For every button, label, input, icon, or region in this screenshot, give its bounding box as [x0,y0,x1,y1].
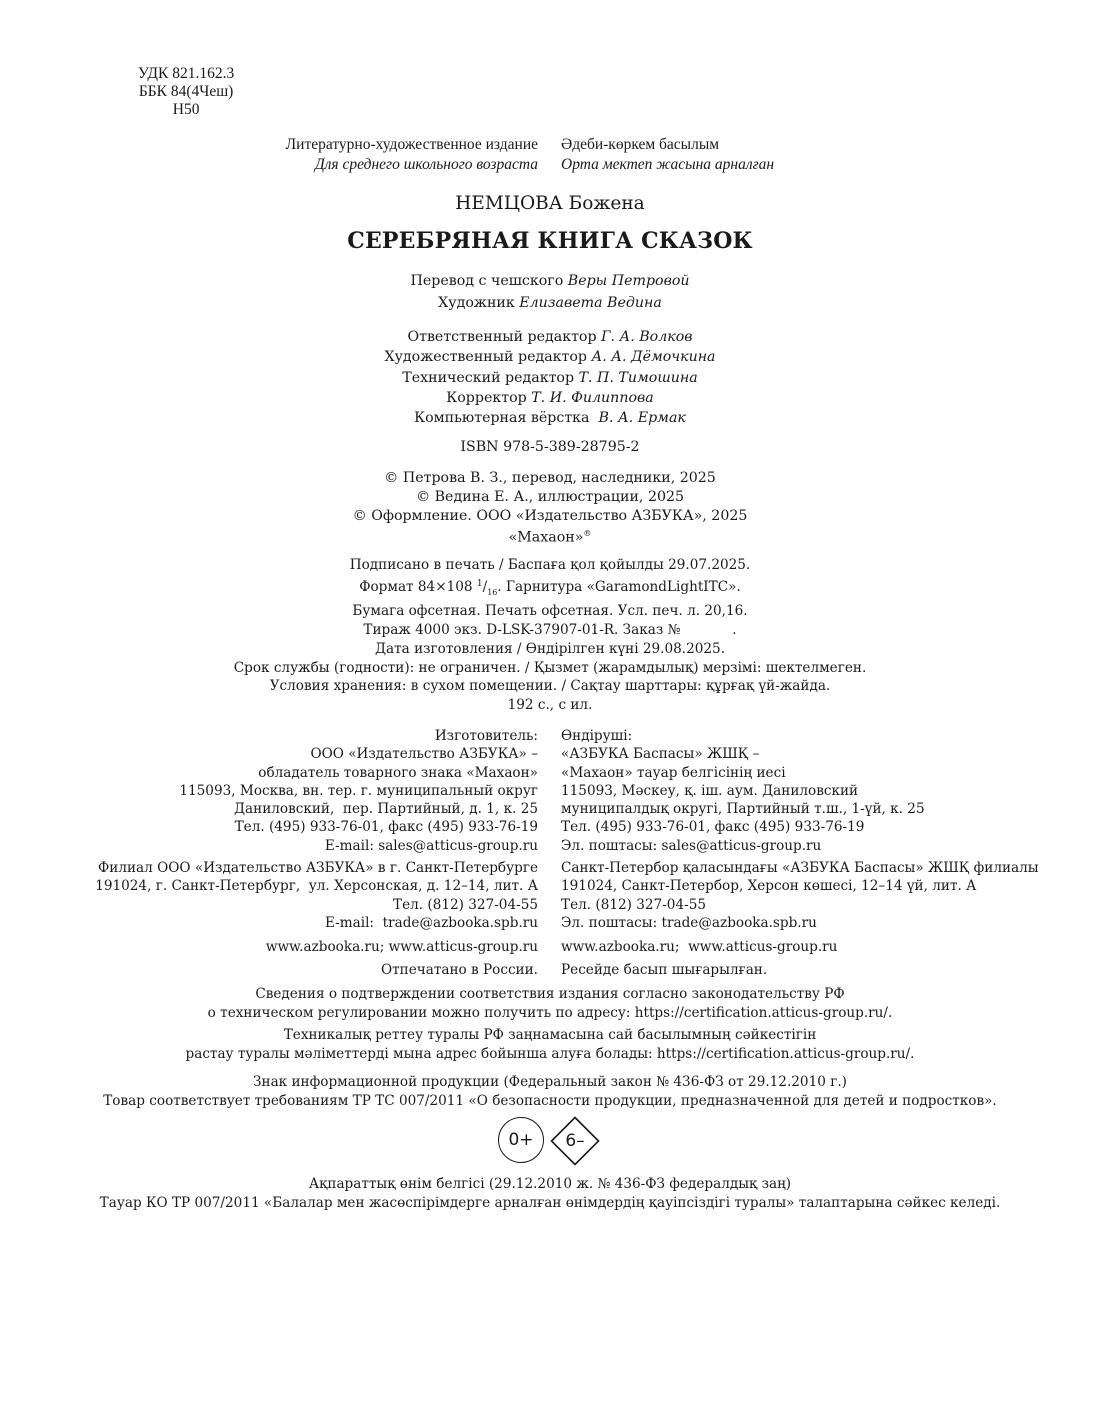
editor-line [0,368,1100,388]
format-line [0,575,1100,603]
certification-ru-line: Сведения о подтверждении соответствия издания согласно законодательству РФ [255,986,845,1002]
format-suffix: . Гарнитура «GaramondLightITC». [497,578,741,595]
copyright-line: © Ведина Е. А., иллюстрации, 2025 [415,488,685,505]
websites-kz[interactable]: www.azbooka.ru; www.atticus-group.ru [561,939,838,955]
format-prefix: Формат 84×108 [359,578,477,595]
editor-role: Корректор [446,389,532,406]
print-info [0,556,1100,696]
editor-role: Технический редактор [402,369,579,386]
branch-ru [95,859,538,932]
udk-code: УДК 821.162.3 [138,65,235,82]
manufacturer-ru-line: Даниловский, пер. Партийный, д. 1, к. 25 [233,801,538,818]
manufacturer-kz-line: «Махаон» тауар белгісінің иесі [561,764,786,781]
certification-kz-line: Техникалық реттеу туралы РФ заңнамасына сай басылымның сәйкестігін [283,1027,817,1043]
page-count: 192 с., с ил. [507,697,593,713]
translation-credit [0,271,1100,291]
age-group-ru: Для среднего школьного возраста [314,156,538,173]
printed-in-ru: Отпечатано в России. [380,962,538,978]
editor-role: Компьютерная вёрстка [414,410,599,427]
registered-mark: ® [583,529,592,539]
copyright-block [0,469,1100,548]
law-ru-line: Товар соответствует требованиям ТР ТС 007/2011 «О безопасности продукции, предназначенной для детей и подростков». [103,1092,997,1109]
format-fraction-slash: / [482,578,488,595]
artist-credit [0,293,1100,313]
copyright-line: © Петрова В. З., перевод, наследники, 2025 [384,470,716,486]
certification-ru-line: о техническом регулировании можно получить по адресу: https://certification.atticus-group.ru/. [207,1004,893,1021]
age-range-diamond-icon [550,1116,600,1166]
editor-name: Г. А. Волков [601,329,693,345]
copyright-line [0,525,1100,548]
translation-label: Перевод с чешского [410,273,568,289]
artist-name: Елизавета Ведина [519,295,662,311]
manufacturer-ru-line: обладатель товарного знака «Махаон» [258,764,538,781]
law-notice-kz [0,1175,1100,1212]
websites-ru[interactable]: www.azbooka.ru; www.atticus-group.ru [265,939,538,955]
edition-type-kz [561,135,774,175]
editors-list [0,327,1100,428]
age-range-label: 6– [565,1131,585,1151]
manufacturer-ru-line: 115093, Москва, вн. тер. г. муниципальный округ [179,782,538,799]
format-fraction-num: 1 [476,578,483,589]
branch-kz-line: Санкт-Петербор қаласындағы «АЗБУКА Баспасы» ЖШҚ филиалы [561,860,1039,876]
translator-name: Веры Петровой [567,273,690,289]
bbk-code: ББК 84(4Чеш) [138,83,234,100]
manufacturer-kz-line: «АЗБУКА Баспасы» ЖШҚ – [561,746,760,763]
branch-ru-line: Филиал ООО «Издательство АЗБУКА» в г. Санкт-Петербурге [98,860,538,876]
manufacturer-kz-email[interactable]: Эл. поштасы: sales@atticus-group.ru [561,837,822,854]
edition-type-kz-text: Әдеби-көркем басылым [561,136,720,153]
manufacturer-kz [561,727,925,855]
manufacturer-kz-line: Өндіруші: [561,728,633,744]
copyright-line: © Оформление. ООО «Издательство АЗБУКА», 2025 [352,507,748,524]
manufacturer-kz-line: 115093, Мәскеу, қ. іш. аум. Даниловский [561,782,859,799]
manufacturer-kz-line: Тел. (495) 933-76-01, факс (495) 933-76-19 [561,819,865,836]
certification-kz-line: растау туралы мәліметтерді мына адрес бойынша алуға болады: https://certification.atticus-group.ru/. [185,1045,915,1062]
branch-kz [561,859,1039,932]
editor-line [0,388,1100,408]
age-marks [498,1116,602,1166]
editor-role: Художественный редактор [384,349,592,366]
branch-kz-line: 191024, Санкт-Петербор, Херсон көшесі, 12–14 үй, лит. А [561,878,977,895]
shelf-life-line: Срок службы (годности): не ограничен. / Қызмет (жарамдылық) мерзімі: шектелмеген. [233,659,867,676]
print-run-line: Тираж 4000 экз. D-LSK-37907-01-R. Заказ № . [363,622,737,639]
certification-ru [0,985,1100,1022]
book-author: НЕМЦОВА Божена [455,193,645,214]
book-title: СЕРЕБРЯНАЯ КНИГА СКАЗОК [347,228,753,254]
classification-codes [138,65,234,119]
branch-kz-email[interactable]: Эл. поштасы: trade@azbooka.spb.ru [561,914,817,931]
law-notice-ru [0,1073,1100,1110]
age-rating-label: 0+ [508,1130,534,1150]
law-kz-line: Тауар КО ТР 007/2011 «Балалар мен жасөспірімдерге арналған өнімдердің қауіпсіздігі туралы» талаптарына сәйкес келеді. [99,1194,1001,1211]
manufacturer-ru [179,727,538,855]
manufacturer-ru-line: ООО «Издательство АЗБУКА» – [310,746,538,763]
printed-in-kz: Ресейде басып шығарылған. [561,962,768,978]
author-mark: Н50 [172,101,200,118]
branch-ru-line: Тел. (812) 327-04-55 [393,896,538,913]
edition-type-ru [286,135,538,175]
signed-to-print: Подписано в печать / Баспаға қол қойылды 29.07.2025. [349,557,751,573]
editor-name: А. А. Дёмочкина [591,349,716,366]
manufacturer-ru-email[interactable]: E-mail: sales@atticus-group.ru [324,837,538,854]
law-kz-line: Ақпараттық өнім белгісі (29.12.2010 ж. № 436-ФЗ федералдық заң) [308,1176,792,1192]
format-fraction-den: 16 [487,587,498,597]
editor-line [0,327,1100,347]
storage-line: Условия хранения: в сухом помещении. / Сақтау шарттары: құрғақ үй-жайда. [269,678,831,695]
manufacturer-kz-line: муниципалдық округі, Партийный т.ш., 1-үй, к. 25 [561,801,925,818]
manufacture-date-line: Дата изготовления / Өндірілген күні 29.08.2025. [374,640,726,657]
brand-name: «Махаон» [508,530,584,547]
branch-kz-line: Тел. (812) 327-04-55 [561,896,706,913]
branch-ru-email[interactable]: E-mail: trade@azbooka.spb.ru [324,914,538,931]
editor-name: В. А. Ермак [598,410,686,427]
law-ru-line: Знак информационной продукции (Федеральный закон № 436-ФЗ от 29.12.2010 г.) [253,1074,847,1090]
editor-line [0,408,1100,428]
credits [0,271,1100,313]
paper-line: Бумага офсетная. Печать офсетная. Усл. печ. л. 20,16. [352,603,748,620]
age-rating-circle-icon [498,1117,544,1163]
isbn: ISBN 978-5-389-28795-2 [460,439,640,455]
certification-kz [0,1026,1100,1063]
manufacturer-ru-line: Тел. (495) 933-76-01, факс (495) 933-76-19 [234,819,538,836]
edition-type-ru-text: Литературно-художественное издание [285,136,538,153]
editor-role: Ответственный редактор [407,329,602,345]
editor-line [0,347,1100,367]
artist-label: Художник [438,295,520,311]
manufacturer-ru-line: Изготовитель: [434,728,538,744]
editor-name: Т. П. Тимошина [578,369,698,386]
editor-name: Т. И. Филиппова [531,389,654,406]
branch-ru-line: 191024, г. Санкт-Петербург, ул. Херсонская, д. 12–14, лит. А [95,878,538,895]
age-group-kz: Орта мектеп жасына арналған [561,156,775,173]
